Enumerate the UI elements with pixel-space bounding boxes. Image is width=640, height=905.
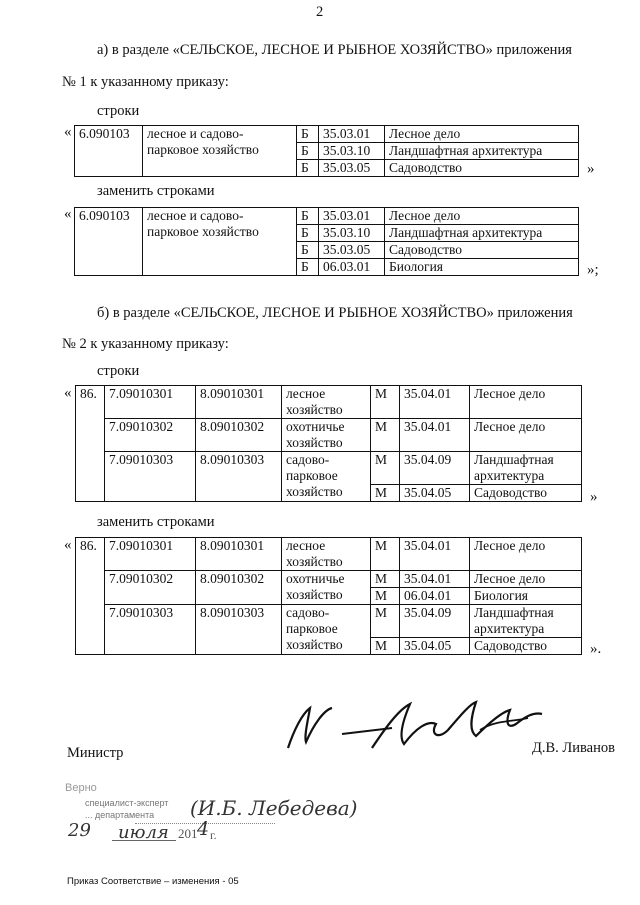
close-quote: » — [587, 161, 595, 177]
code-1: 7.09010301 — [105, 538, 196, 571]
section-a-replace-label: заменить строками — [97, 183, 215, 199]
stamp-role-1: специалист-эксперт — [85, 798, 169, 808]
level: М — [371, 485, 400, 502]
level: М — [371, 386, 400, 419]
specialty-name: лесное хозяйство — [282, 538, 371, 571]
direction-code: 35.04.01 — [400, 386, 470, 419]
level: М — [371, 452, 400, 485]
level: М — [371, 571, 400, 588]
section-b-new-table — [75, 537, 582, 655]
code-1: 7.09010303 — [105, 452, 196, 502]
level: Б — [297, 143, 319, 160]
specialty-name: садово- парковое хозяйство — [282, 605, 371, 655]
stamp-role-2: ... департамента — [85, 810, 155, 820]
level: М — [371, 638, 400, 655]
level: Б — [297, 160, 319, 177]
direction-code: 35.04.05 — [400, 638, 470, 655]
direction-name: Лесное дело — [470, 571, 582, 588]
code-2: 8.09010301 — [196, 386, 282, 419]
stamp-year-prefix: 201 — [178, 826, 198, 841]
level: Б — [297, 259, 319, 276]
row-number: 86. — [76, 538, 105, 655]
direction-code: 06.04.01 — [400, 588, 470, 605]
open-quote: « — [64, 124, 72, 140]
direction-code: 06.03.01 — [319, 259, 385, 276]
specialty-name: охотничье хозяйство — [282, 419, 371, 452]
direction-code: 35.04.01 — [400, 538, 470, 571]
direction-name: Биология — [470, 588, 582, 605]
direction-name: Садоводство — [385, 160, 579, 177]
direction-code: 35.04.05 — [400, 485, 470, 502]
level: М — [371, 538, 400, 571]
stamp-verno: Верно — [65, 782, 97, 794]
section-b-rows-label: строки — [97, 363, 140, 379]
stamp-date-underline — [112, 840, 176, 841]
direction-name: Лесное дело — [470, 386, 582, 419]
specialty-code: 6.090103 — [75, 126, 143, 177]
close-quote: »; — [587, 262, 599, 278]
section-a-line2: № 1 к указанному приказу: — [62, 74, 229, 90]
footer: Приказ Соответствие – изменения - 05 — [67, 876, 239, 887]
direction-name: Лесное дело — [385, 208, 579, 225]
direction-name: Садоводство — [470, 638, 582, 655]
specialty-code: 6.090103 — [75, 208, 143, 276]
row-number: 86. — [76, 386, 105, 502]
open-quote: « — [64, 537, 72, 553]
section-b-replace-label: заменить строками — [97, 514, 215, 530]
specialty-name: лесное и садово- парковое хозяйство — [143, 126, 297, 177]
section-a-new-table — [74, 207, 579, 276]
direction-name: Садоводство — [385, 242, 579, 259]
stamp-date-suffix: г. — [210, 828, 217, 842]
direction-code: 35.03.01 — [319, 208, 385, 225]
section-a-old-table — [74, 125, 579, 177]
direction-name: Ландшафтная архитектура — [385, 225, 579, 242]
code-1: 7.09010302 — [105, 419, 196, 452]
direction-name: Садоводство — [470, 485, 582, 502]
direction-name: Ландшафтная архитектура — [470, 605, 582, 638]
minister-title: Министр — [67, 745, 124, 761]
section-a-line1: а) в разделе «СЕЛЬСКОЕ, ЛЕСНОЕ И РЫБНОЕ ХОЗЯЙСТВО» приложения — [97, 42, 572, 58]
direction-name: Ландшафтная архитектура — [470, 452, 582, 485]
direction-code: 35.04.09 — [400, 452, 470, 485]
direction-name: Лесное дело — [470, 538, 582, 571]
section-b-old-table — [75, 385, 582, 502]
section-b-line1: б) в разделе «СЕЛЬСКОЕ, ЛЕСНОЕ И РЫБНОЕ ХОЗЯЙСТВО» приложения — [97, 305, 573, 321]
direction-code: 35.04.01 — [400, 419, 470, 452]
direction-code: 35.03.01 — [319, 126, 385, 143]
minister-name: Д.В. Ливанов — [532, 740, 615, 756]
close-quote: ». — [590, 641, 602, 657]
level: Б — [297, 208, 319, 225]
direction-name: Биология — [385, 259, 579, 276]
open-quote: « — [64, 206, 72, 222]
level: М — [371, 605, 400, 638]
code-2: 8.09010301 — [196, 538, 282, 571]
specialty-name: садово- парковое хозяйство — [282, 452, 371, 502]
stamp-date-day: 29 — [68, 820, 91, 841]
close-quote: » — [590, 489, 598, 505]
direction-name: Лесное дело — [385, 126, 579, 143]
direction-name: Лесное дело — [470, 419, 582, 452]
direction-code: 35.03.05 — [319, 242, 385, 259]
code-2: 8.09010303 — [196, 605, 282, 655]
open-quote: « — [64, 385, 72, 401]
section-a-rows-label: строки — [97, 103, 140, 119]
stamp-handwritten-name: (И.Б. Лебедева) — [190, 796, 358, 820]
direction-code: 35.03.10 — [319, 225, 385, 242]
code-2: 8.09010302 — [196, 571, 282, 605]
minister-signature — [280, 690, 560, 760]
specialty-name: лесное хозяйство — [282, 386, 371, 419]
page-number: 2 — [316, 4, 324, 20]
code-1: 7.09010302 — [105, 571, 196, 605]
direction-code: 35.03.10 — [319, 143, 385, 160]
code-1: 7.09010303 — [105, 605, 196, 655]
level: М — [371, 419, 400, 452]
level: Б — [297, 242, 319, 259]
direction-code: 35.03.05 — [319, 160, 385, 177]
section-b-line2: № 2 к указанному приказу: — [62, 336, 229, 352]
direction-code: 35.04.01 — [400, 571, 470, 588]
code-2: 8.09010302 — [196, 419, 282, 452]
level: М — [371, 588, 400, 605]
stamp-date-month: июля — [118, 822, 169, 843]
level: Б — [297, 126, 319, 143]
specialty-name: лесное и садово- парковое хозяйство — [143, 208, 297, 276]
specialty-name: охотничье хозяйство — [282, 571, 371, 605]
code-2: 8.09010303 — [196, 452, 282, 502]
level: Б — [297, 225, 319, 242]
direction-name: Ландшафтная архитектура — [385, 143, 579, 160]
direction-code: 35.04.09 — [400, 605, 470, 638]
stamp-year-suffix: 4 — [197, 818, 210, 840]
code-1: 7.09010301 — [105, 386, 196, 419]
